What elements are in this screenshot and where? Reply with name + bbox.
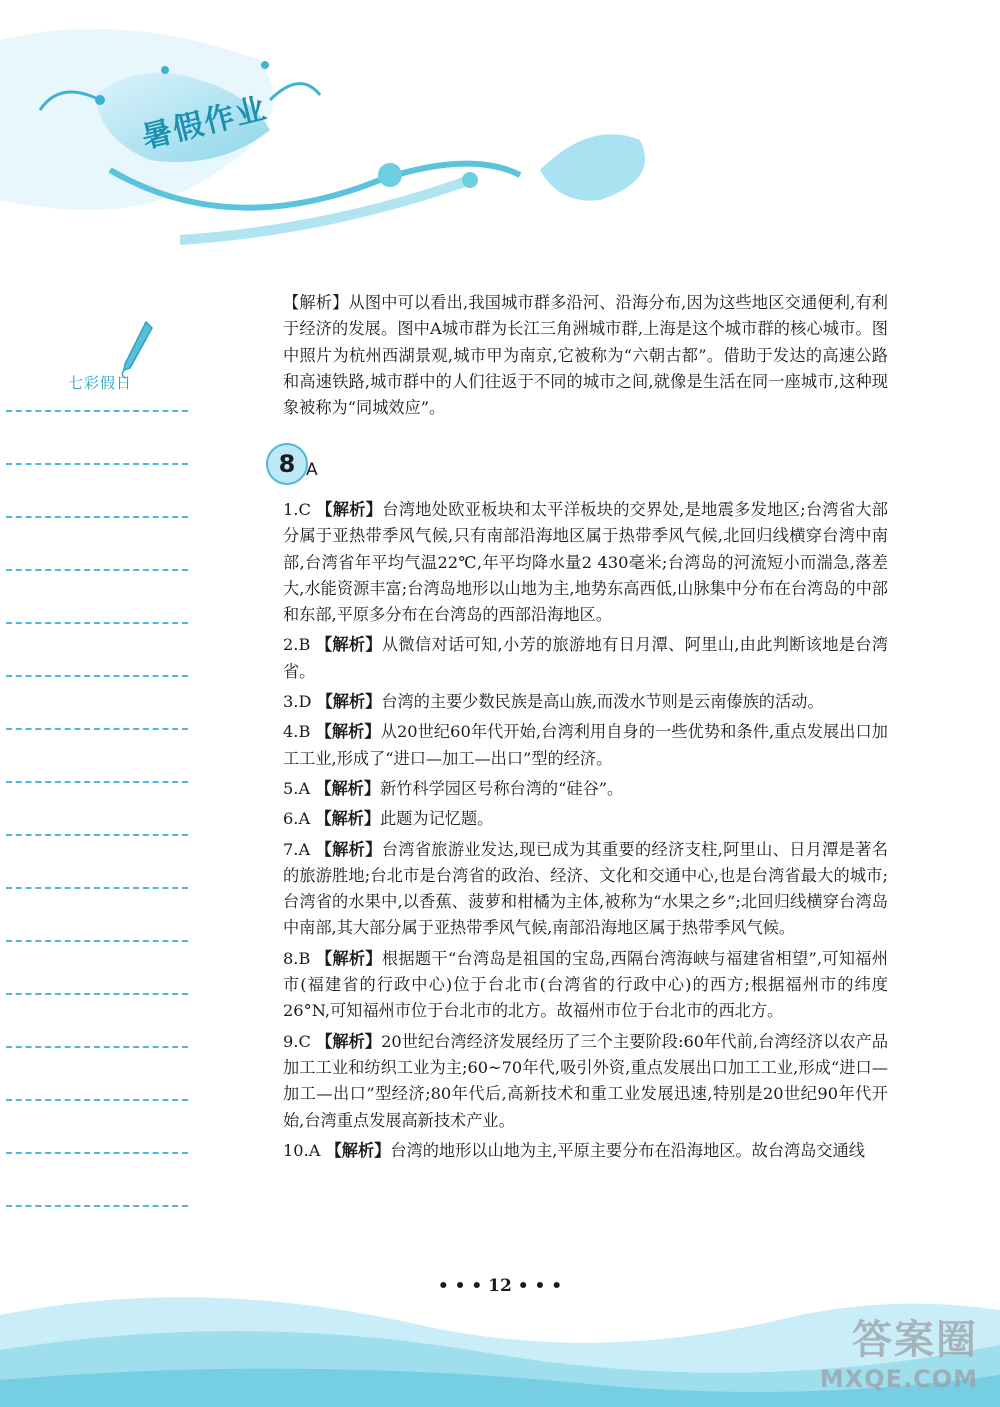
divider xyxy=(6,516,188,518)
answer-item xyxy=(283,946,888,1025)
answer-choice: A xyxy=(298,778,311,798)
answer-item xyxy=(283,497,888,628)
answer-item xyxy=(283,632,888,685)
answer-number: 9. xyxy=(283,1031,299,1051)
answer-text: 此题为记忆题。 xyxy=(380,809,494,829)
divider xyxy=(6,1099,188,1101)
answer-text: 台湾省旅游业发达,现已成为其重要的经济支柱,阿里山、日月潭是著名的旅游胜地;台北市是台湾省的政治、经济、文化和交通中心,也是台湾省最大的城市;台湾省的水果中,以香蕉、菠萝和柑橘为主体,被称为“水果之乡”;北回归线横穿台湾岛中南部,其大部分属于亚热带季风气候,南部沿海地区属于热带季风气候。 xyxy=(283,839,888,938)
divider xyxy=(6,887,188,889)
answer-tag: 【解析】 xyxy=(315,809,381,829)
answer-number: 10. xyxy=(283,1140,309,1160)
answer-tag: 【解析】 xyxy=(325,1140,391,1160)
divider xyxy=(6,410,188,412)
answer-tag: 【解析】 xyxy=(315,635,382,655)
answer-item xyxy=(283,689,888,715)
answer-tag: 【解析】 xyxy=(316,692,382,712)
watermark xyxy=(820,1308,978,1393)
answer-text: 20世纪台湾经济发展经历了三个主要阶段:60年代前,台湾经济以农产品加工工业和纺织工业为主;60~70年代,吸引外资,重点发展出口加工工业,形成“进口—加工—出口”型经济;80年代后,高新技术和重工业发展迅速,特别是20世纪90年代开始,台湾重点发展高新技术产业。 xyxy=(283,1031,889,1130)
pen-icon xyxy=(118,320,158,380)
answer-choice: A xyxy=(308,1140,321,1160)
answer-tag: 【解析】 xyxy=(316,1031,382,1051)
intro-paragraph xyxy=(283,290,888,421)
answer-number: 3. xyxy=(283,692,299,712)
answer-choice: B xyxy=(298,948,311,968)
answer-number: 7. xyxy=(283,839,299,859)
divider xyxy=(6,675,188,677)
section-letter: A xyxy=(306,460,318,480)
divider xyxy=(6,993,188,995)
answer-text: 台湾的地形以山地为主,平原主要分布在沿海地区。故台湾岛交通线 xyxy=(390,1140,865,1160)
answer-number: 8. xyxy=(283,948,299,968)
answer-item xyxy=(283,1029,888,1134)
header-decoration xyxy=(0,0,700,260)
answer-choice: B xyxy=(298,722,311,742)
answer-number: 4. xyxy=(283,722,299,742)
divider xyxy=(6,569,188,571)
answer-tag: 【解析】 xyxy=(315,839,382,859)
sidebar-label: 七彩假日 xyxy=(68,374,133,392)
answer-list xyxy=(283,497,888,1168)
divider xyxy=(6,728,188,730)
answer-text: 台湾地处欧亚板块和太平洋板块的交界处,是地震多发地区;台湾省大部分属于亚热带季风气候,只有南部沿海地区属于热带季风气候,北回归线横穿台湾中南部,台湾省年平均气温22℃,年平均降水量2 430毫米;台湾岛的河流短小而湍急,落差大,水能资源丰富;台湾岛地形以山地为主,地势东高西低,山脉集中分布在台湾岛的中部和东部,平原多分布在台湾岛的西部沿海地区。 xyxy=(283,500,888,625)
divider xyxy=(6,834,188,836)
answer-tag: 【解析】 xyxy=(315,778,381,798)
sidebar xyxy=(0,300,200,1220)
answer-item xyxy=(283,806,888,832)
answer-item xyxy=(283,837,888,942)
divider xyxy=(6,940,188,942)
answer-number: 6. xyxy=(283,809,299,829)
answer-choice: C xyxy=(298,500,311,519)
answer-text: 根据题干“台湾岛是祖国的宝岛,西隔台湾海峡与福建省相望”,可知福州市(福建省的行政中心)位于台北市(台湾省的行政中心)的西方;根据福州市的纬度26°N,可知福州市位于台北市的北方。故福州市位于台北市的西北方。 xyxy=(283,948,888,1021)
section-number: 8 xyxy=(266,443,308,485)
answer-choice: A xyxy=(298,839,311,859)
answer-number: 5. xyxy=(283,778,299,798)
answer-choice: B xyxy=(298,635,311,655)
answer-item xyxy=(283,1138,888,1164)
answer-tag: 【解析】 xyxy=(315,948,382,968)
answer-item xyxy=(283,719,888,772)
watermark-logo: 答案圈 xyxy=(852,1317,978,1363)
header-title: 暑假作业 xyxy=(138,90,272,156)
answer-text: 新竹科学园区号称台湾的“硅谷”。 xyxy=(380,778,624,798)
answer-choice: C xyxy=(298,1031,311,1051)
answer-choice: A xyxy=(298,809,311,829)
divider xyxy=(6,1205,188,1207)
answer-choice: D xyxy=(298,692,312,712)
divider xyxy=(6,463,188,465)
answer-number: 1. xyxy=(283,500,299,519)
answer-tag: 【解析】 xyxy=(316,500,383,519)
divider xyxy=(6,781,188,783)
answer-text: 台湾的主要少数民族是高山族,而泼水节则是云南傣族的活动。 xyxy=(381,692,824,712)
divider xyxy=(6,1046,188,1048)
section-marker xyxy=(260,440,380,490)
page-number: • • • 12 • • • xyxy=(437,1276,563,1296)
answer-number: 2. xyxy=(283,635,299,655)
intro-text: 【解析】从图中可以看出,我国城市群多沿河、沿海分布,因为这些地区交通便利,有利于经济的发展。图中A城市群为长江三角洲城市群,上海是这个城市群的核心城市。图中照片为杭州西湖景观,城市甲为南京,它被称为“六朝古都”。借助于发达的高速公路和高速铁路,城市群中的人们往返于不同的城市之间,就像是生活在同一座城市,这种现象被称为“同城效应”。 xyxy=(283,293,888,418)
answer-item xyxy=(283,776,888,802)
answer-text: 从20世纪60年代开始,台湾利用自身的一些优势和条件,重点发展出口加工工业,形成了“进口—加工—出口”型的经济。 xyxy=(283,722,888,768)
answer-text: 从微信对话可知,小芳的旅游地有日月潭、阿里山,由此判断该地是台湾省。 xyxy=(283,635,888,681)
answer-tag: 【解析】 xyxy=(315,722,381,742)
divider xyxy=(6,622,188,624)
watermark-url: MXQE.COM xyxy=(819,1365,978,1393)
divider xyxy=(6,1152,188,1154)
